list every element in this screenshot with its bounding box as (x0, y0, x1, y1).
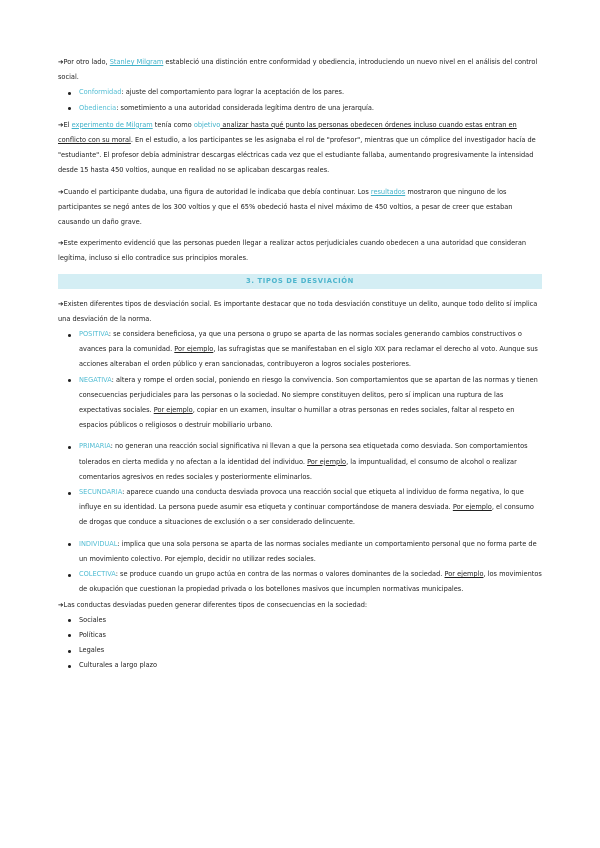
milgram-intro-paragraph (58, 55, 542, 85)
arrow-icon: ➔ (58, 187, 64, 196)
list-item (79, 327, 542, 373)
experiment-goal-term: objetivo (193, 120, 221, 129)
results-link[interactable]: resultados (370, 187, 406, 196)
type-example: , la impuntualidad, el consumo de alcohol o realizar comentarios agresivos en redes sociales y posteriormente eliminarlos. (79, 457, 517, 481)
type-example: , el consumo de drogas que conduce a situaciones de exclusión o a ser considerado delincuente. (79, 503, 534, 527)
type-term: NEGATIVA (79, 375, 112, 384)
arrow-icon: ➔ (58, 58, 64, 66)
experiment-mid: tenía como (152, 120, 194, 129)
arrow-icon: ➔ (58, 600, 64, 609)
example-label: Por ejemplo (452, 503, 492, 512)
type-term: POSITIVA (79, 330, 109, 339)
conclusion-paragraph (58, 236, 542, 266)
consequences-intro-text: Las conductas desviadas pueden generar diferentes tipos de consecuencias en la sociedad: (63, 600, 368, 609)
arrow-icon: ➔ (58, 299, 64, 308)
milgram-name-link[interactable]: Stanley Milgram (109, 58, 164, 66)
section-title: 3. TIPOS DE DESVIACIÓN (246, 276, 354, 285)
arrow-icon: ➔ (58, 120, 64, 129)
list-item: Políticas (79, 628, 542, 643)
type-term: SECUNDARIA (79, 488, 123, 497)
results-pre: Cuando el participante dudaba, una figura de autoridad le indicaba que debía continuar. Los (63, 187, 371, 196)
example-label: Por ejemplo (153, 406, 193, 415)
list-item: Legales (79, 643, 542, 658)
list-item: Sociales (79, 613, 542, 628)
experiment-rest: . En el estudio, a los participantes se les asignaba el rol de "profesor", mientras que un cómplice del investigador hacía de "estudiante". El profesor debía administrar descargas eléctricas cada vez que el estudiante fallaba, aumentando progresivamente la intensidad desde 15 hasta 450 voltios, aunque en realidad no se aplicaban descargas reales. (58, 136, 536, 175)
conformity-term: Conformidad (79, 88, 122, 97)
type-term: COLECTIVA (79, 570, 116, 579)
types-list-1 (58, 327, 542, 433)
list-item (79, 373, 542, 434)
type-example: , los movimientos de okupación que cuestionan la propiedad privada o los botellones masivos que incumplen normativas municipales. (79, 570, 542, 594)
list-item (79, 485, 542, 531)
types-intro-text: Existen diferentes tipos de desviación social. Es importante destacar que no toda desviación constituye un delito, aunque todo delito sí implica una desviación de la norma. (58, 299, 538, 323)
type-term: INDIVIDUAL (79, 539, 118, 548)
obedience-term: Obediencia (79, 103, 117, 112)
types-list-3 (58, 537, 542, 598)
experiment-goal-text: analizar hasta qué punto las personas obedecen órdenes incluso cuando estas entran en conflicto con su moral (58, 120, 517, 145)
list-item (79, 439, 542, 485)
list-item: Culturales a largo plazo (79, 658, 542, 673)
type-description: : se produce cuando un grupo actúa en contra de las normas o valores dominantes de la sociedad. (115, 570, 445, 579)
arrow-icon: ➔ (58, 239, 64, 248)
example-label: Por ejemplo (174, 345, 214, 354)
list-item (79, 101, 542, 116)
types-list-2 (58, 439, 542, 530)
experiment-pre: El (63, 120, 72, 129)
type-description: : altera y rompe el orden social, poniendo en riesgo la convivencia. Son comportamientos que se apartan de las normas y tienen consecuencias perjudiciales para las personas o la sociedad. No siempre constituyen delitos, pero sí implican una ruptura de las expectativas sociales. (79, 375, 538, 415)
example-label: Por ejemplo (307, 457, 347, 466)
document-page (58, 55, 542, 674)
list-item (79, 537, 542, 567)
type-example: , las sufragistas que se manifestaban en el siglo XIX para reclamar el derecho al voto. Aunque sus acciones alteraban el orden público y eran sancionadas, contribuyeron a logros sociales posteriores. (79, 345, 538, 369)
type-description: : aparece cuando una conducta desviada provoca una reacción social que etiqueta al individuo de forma negativa, lo que influye en su identidad. La persona puede asumir esa etiqueta y continuar comportándose de manera desviada. (79, 488, 524, 512)
type-term: PRIMARIA (79, 442, 111, 451)
type-description: : no generan una reacción social significativa ni llevan a que la persona sea etiquetada como desviada. Son comportamientos tolerados en cierta medida y no afectan a la identidad del individuo. (79, 442, 528, 466)
type-description: : implica que una sola persona se aparta de las normas sociales mediante un comportamiento personal que no forma parte de un movimiento colectivo. Por ejemplo, decidir no utilizar redes sociales. (79, 539, 537, 563)
types-intro-paragraph (58, 297, 542, 327)
list-item (79, 85, 542, 100)
example-label: Por ejemplo (444, 570, 484, 579)
milgram-bullet-list (58, 85, 542, 115)
list-item (79, 567, 542, 597)
section-header-banner (58, 274, 542, 289)
obedience-text: : sometimiento a una autoridad considerada legítima dentro de una jerarquía. (116, 103, 375, 112)
experiment-paragraph (58, 118, 542, 179)
results-paragraph (58, 185, 542, 231)
consequences-intro-paragraph (58, 598, 542, 613)
milgram-intro-pre: Por otro lado, (63, 58, 110, 66)
type-description: : se considera beneficiosa, ya que una persona o grupo se aparta de las normas sociales generando cambios constructivos o avances para la comunidad. (79, 330, 522, 354)
results-post: mostraron que ninguno de los participantes se negó antes de los 300 voltios y que el 65% obedeció hasta el nivel máximo de 450 voltios, a pesar de creer que estaban causando un daño grave. (58, 187, 513, 227)
milgram-intro-post: estableció una distinción entre conformidad y obediencia, introduciendo un nuevo nivel en el análisis del control social. (58, 58, 538, 82)
experiment-link[interactable]: experimento de Milgram (71, 120, 153, 129)
conformity-text: : ajuste del comportamiento para lograr la aceptación de los pares. (121, 88, 345, 97)
type-example: , copiar en un examen, insultar o humillar a otras personas en redes sociales, faltar al respeto en espacios públicos o religiosos o destruir mobiliario urbano. (79, 406, 515, 430)
consequences-list (58, 613, 542, 674)
conclusion-text: Este experimento evidenció que las personas pueden llegar a realizar actos perjudiciales cuando obedecen a una autoridad que consideran legítima, incluso si ello contradice sus principios morales. (58, 239, 527, 263)
